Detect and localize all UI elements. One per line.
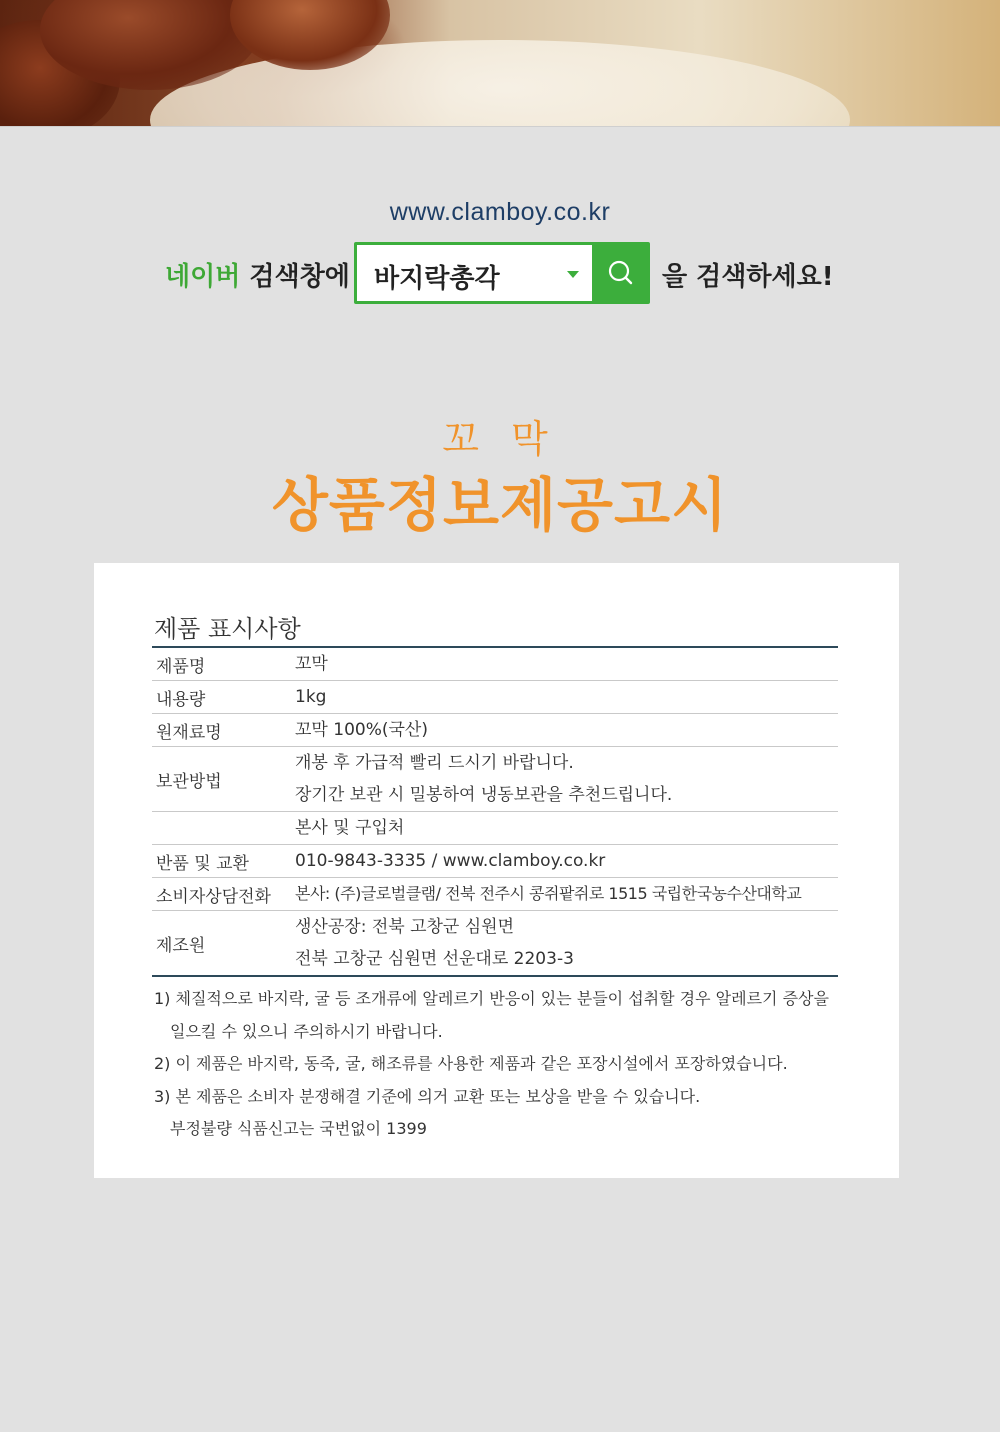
row-label [152, 812, 291, 845]
search-suffix: 을 검색하세요! [662, 262, 834, 292]
note-line: 3) 본 제품은 소비자 분쟁해결 기준에 의거 교환 또는 보상을 받을 수 있습니다. [154, 1086, 701, 1106]
table-row [152, 647, 838, 681]
row-value-line: 1kg [295, 687, 327, 707]
row-value-line: 장기간 보관 시 밀봉하여 냉동보관을 추천드립니다. [295, 785, 673, 805]
naver-search-banner [0, 242, 1000, 306]
row-label: 제품명 [152, 647, 291, 681]
table-row [152, 714, 838, 747]
row-label: 소비자상담전화 [152, 878, 291, 911]
row-value [291, 812, 838, 845]
row-value-line: 전북 고창군 심원면 선운대로 2203-3 [295, 949, 574, 969]
naver-brand-text: 네이버 [165, 262, 241, 292]
row-value-line: 꼬막 100%(국산) [295, 720, 428, 740]
dropdown-caret-icon[interactable] [567, 271, 579, 278]
card-heading: 제품 표시사항 [154, 615, 301, 643]
product-hero-image [0, 0, 1000, 127]
row-value [291, 647, 838, 681]
product-name-title: 꼬 막 [442, 417, 558, 461]
search-prefix [165, 256, 350, 293]
table-row [152, 911, 838, 977]
page-title: 상품정보제공고시 [271, 471, 729, 539]
search-box [354, 242, 650, 304]
row-value-line: 본사: (주)글로벌클램/ 전북 전주시 콩쥐팥쥐로 1515 국립한국농수산대학교 [295, 884, 802, 903]
note-line: 일으킬 수 있으니 주의하시기 바랍니다. [170, 1021, 443, 1041]
note-line: 1) 체질적으로 바지락, 굴 등 조개류에 알레르기 반응이 있는 분들이 섭취할 경우 알레르기 증상을 [154, 989, 829, 1008]
row-value [291, 878, 838, 911]
table-row [152, 812, 838, 845]
row-value [291, 845, 838, 878]
row-value-line: 본사 및 구입처 [295, 818, 405, 838]
row-value [291, 714, 838, 747]
note-line: 부정불량 식품신고는 국번없이 1399 [170, 1119, 427, 1138]
row-label: 반품 및 교환 [152, 845, 291, 878]
notes-list [154, 983, 854, 1146]
row-value [291, 911, 838, 977]
table-row [152, 845, 838, 878]
row-value-line: 개봉 후 가급적 빨리 드시기 바랍니다. [295, 753, 574, 773]
row-label: 내용량 [152, 681, 291, 714]
row-value-line: 꼬막 [295, 654, 328, 674]
row-label: 원재료명 [152, 714, 291, 747]
row-label: 제조원 [156, 935, 206, 956]
site-url[interactable]: www.clamboy.co.kr [389, 198, 611, 226]
note-line: 2) 이 제품은 바지락, 동죽, 굴, 해조류를 사용한 제품과 같은 포장시설에서 포장하였습니다. [154, 1054, 788, 1073]
product-info-card [94, 563, 899, 1178]
table-row [152, 747, 838, 812]
product-info-table [152, 646, 838, 977]
row-value [291, 681, 838, 714]
row-value-line: 010-9843-3335 / www.clamboy.co.kr [295, 851, 606, 871]
row-value [291, 747, 838, 812]
search-prefix-text: 검색창에 [240, 262, 350, 292]
row-label: 보관방법 [152, 747, 291, 812]
table-row [152, 681, 838, 714]
search-icon [607, 259, 635, 287]
table-row [152, 878, 838, 911]
search-input[interactable] [357, 245, 592, 301]
search-query: 바지락총각 [374, 264, 500, 294]
search-button[interactable] [592, 242, 650, 304]
row-value-line: 생산공장: 전북 고창군 심원면 [295, 917, 515, 937]
